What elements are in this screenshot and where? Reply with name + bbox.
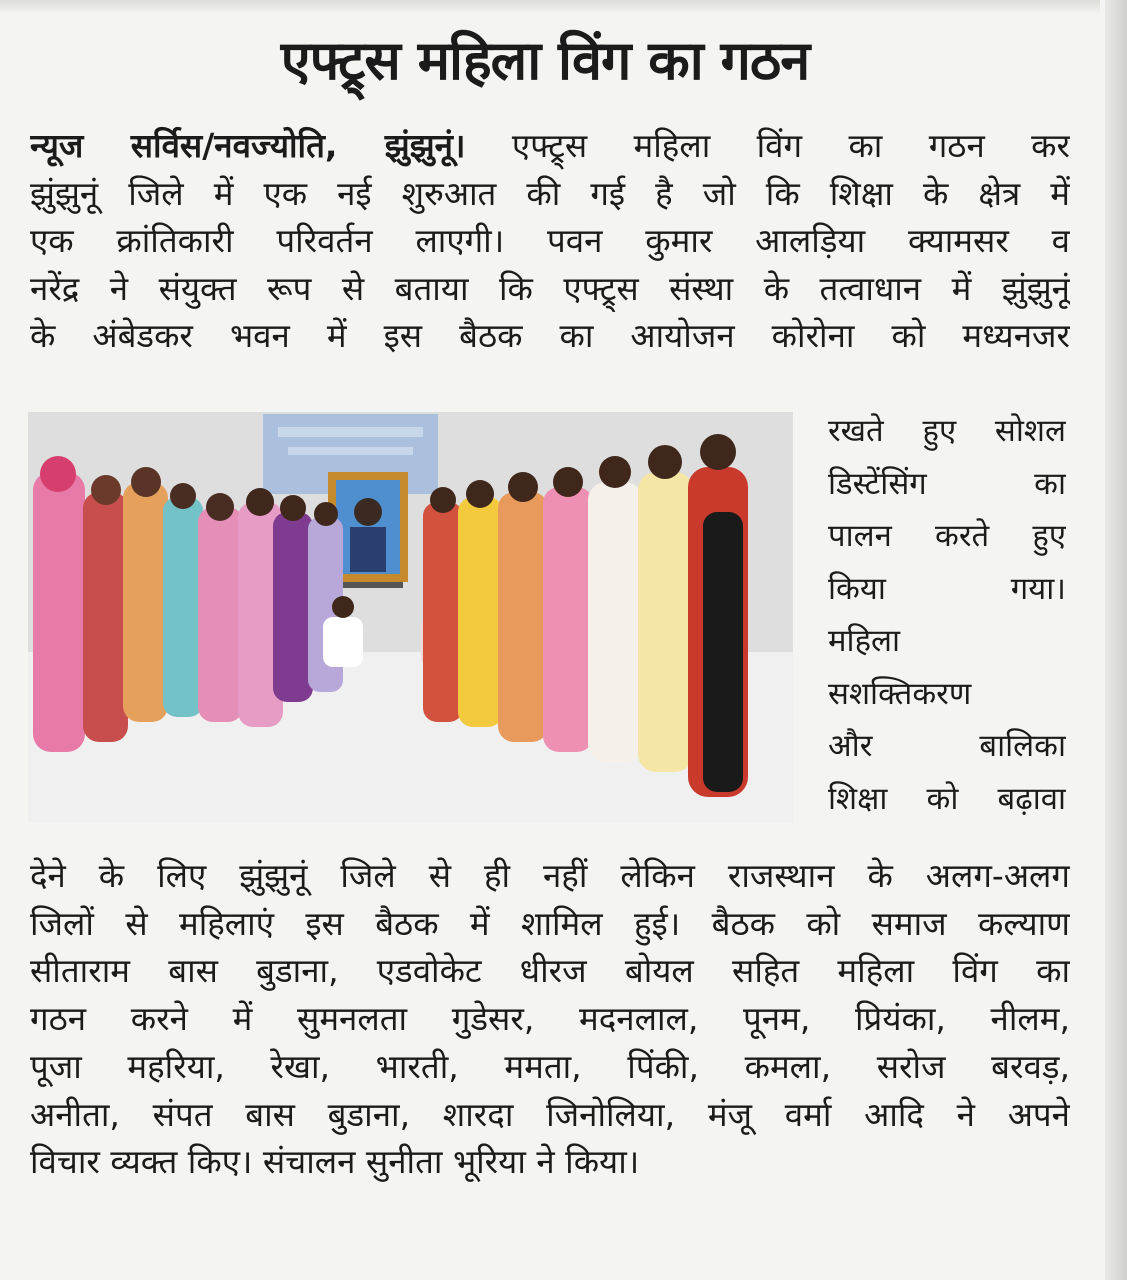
article-line: जिलों से महिलाएं इस बैठक में शामिल हुई। बैठक को समाज कल्याण (30, 903, 1070, 943)
article-headline: एफ्ट्र्स महिला विंग का गठन (280, 29, 810, 92)
article-paragraph-top (30, 122, 1070, 360)
article-line-text: एफ्ट्र्स महिला विंग का गठन कर (511, 126, 1070, 165)
article-line: पालन करते हुए (828, 518, 1066, 554)
page-edge-shadow (1105, 0, 1127, 1280)
article-line: और बालिका (828, 728, 1066, 764)
article-line: झुंझुनूं जिले में एक नई शुरुआत की गई है जो कि शिक्षा के क्षेत्र में (30, 173, 1070, 213)
article-dateline: न्यूज सर्विस/नवज्योति, झुंझुनूं। (30, 126, 466, 165)
group-photo-illustration (28, 412, 793, 822)
article-line: डिस्टेंसिंग का (828, 465, 1066, 502)
article-line: शिक्षा को बढ़ावा (828, 780, 1066, 817)
article-line: गठन करने में सुमनलता गुडेसर, मदनलाल, पूनम, प्रियंका, नीलम, (30, 999, 1070, 1039)
article-paragraph-bottom (30, 852, 1070, 1186)
article-line: सीताराम बास बुडाना, एडवोकेट धीरज बोयल सहित महिला विंग का (30, 951, 1070, 991)
previous-article-strip (0, 0, 1100, 14)
article-line: रखते हुए सोशल (828, 413, 1066, 449)
article-line: विचार व्यक्त किए। संचालन सुनीता भूरिया ने किया। (30, 1142, 640, 1182)
article-line: के अंबेडकर भवन में इस बैठक का आयोजन कोरोना को मध्यनजर (30, 316, 1070, 355)
article-line: देने के लिए झुंझुनूं जिले से ही नहीं लेकिन राजस्थान के अलग-अलग (30, 856, 1070, 895)
article-line: सशक्तिकरण (828, 675, 972, 712)
article-line: नरेंद्र ने संयुक्त रूप से बताया कि एफ्ट्र्स संस्था के तत्वाधान में झुंझुनूं (30, 268, 1070, 308)
article-line: अनीता, संपत बास बुडाना, शारदा जिनोलिया, मंजू वर्मा आदि ने अपने (30, 1094, 1070, 1134)
group-photo (28, 412, 793, 822)
article-line: एक क्रांतिकारी परिवर्तन लाएगी। पवन कुमार आलड़िया क्यामसर व (30, 221, 1070, 260)
article-line: महिला (828, 623, 901, 659)
article-line: पूजा महरिया, रेखा, भारती, ममता, पिंकी, कमला, सरोज बरवड़, (30, 1046, 1070, 1086)
article-line (30, 122, 1070, 170)
article-paragraph-side (828, 405, 1066, 825)
article-line: किया गया। (828, 570, 1066, 607)
